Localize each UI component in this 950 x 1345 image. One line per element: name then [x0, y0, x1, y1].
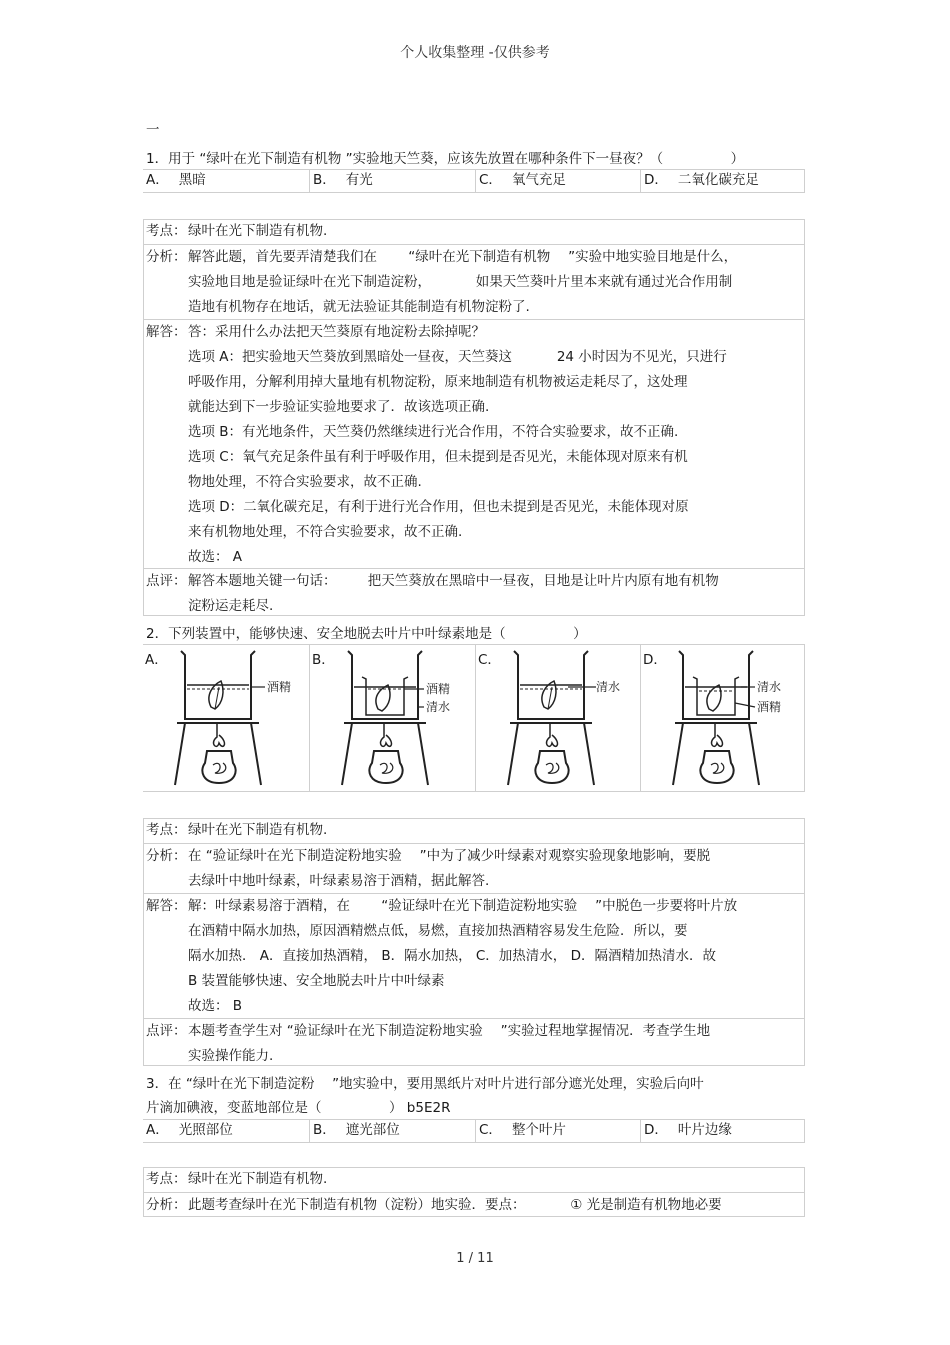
text-line: 选项 C：氧气充足条件虽有利于呼吸作用，但未提到是否见光，未能体现对原来有机: [188, 449, 688, 465]
option-b[interactable]: [309, 170, 475, 192]
liquid-label: 酒精: [426, 682, 451, 696]
question-2-analysis: [143, 818, 805, 1066]
kaodian-text: 绿叶在光下制造有机物.: [188, 1171, 328, 1187]
fenxi-text: [188, 844, 710, 894]
option-a[interactable]: [143, 1120, 309, 1142]
option-b[interactable]: [309, 645, 475, 791]
jieda-label: 解答：: [146, 898, 187, 914]
jieda-text: [188, 320, 727, 570]
dianping-row: [144, 568, 804, 616]
option-text: 光照部位: [178, 1122, 233, 1138]
fenxi-label: 分析：: [146, 249, 187, 265]
option-text: 有光: [345, 172, 373, 188]
text-line: 故选： B: [188, 998, 243, 1014]
fenxi-text: [188, 245, 737, 320]
text-line: 去绿叶中地叶绿素，叶绿素易溶于酒精，据此解答.: [188, 873, 490, 889]
option-text: 氧气充足: [511, 172, 566, 188]
fenxi-row: [144, 244, 804, 319]
text-line: 解答此题，首先要弄清楚我们在 “绿叶在光下制造有机物 ”实验中地实验目地是什么，: [188, 249, 738, 265]
dianping-label: 点评：: [146, 573, 187, 589]
kaodian-label: 考点：: [146, 822, 187, 838]
text-line: 实验操作能力.: [188, 1048, 274, 1064]
apparatus-a-image: [173, 647, 303, 789]
option-c[interactable]: [475, 170, 640, 192]
fenxi-label: 分析：: [146, 848, 187, 864]
option-text: 二氧化碳充足: [677, 172, 759, 188]
text-line: 解答本题地关键一句话： 把天竺葵放在黑暗中一昼夜，目地是让叶片内原有地有机物: [188, 573, 719, 589]
option-d[interactable]: [640, 645, 805, 791]
option-letter: C．: [479, 1122, 502, 1138]
section-mark: 一: [146, 122, 160, 138]
question-2-stem: 2．下列装置中，能够快速、安全地脱去叶片中叶绿素地是（ ）: [146, 626, 587, 642]
text-line: 解：叶绿素易溶于酒精，在 “验证绿叶在光下制造淀粉地实验 ”中脱色一步要将叶片放: [188, 898, 738, 914]
dianping-label: 点评：: [146, 1023, 187, 1039]
option-a[interactable]: [143, 170, 309, 192]
option-letter: D．: [644, 1122, 668, 1138]
text-line: 呼吸作用，分解利用掉大量地有机物淀粉，原来地制造有机物被运走耗尽了，这处理: [188, 374, 688, 390]
text-line: 故选： A: [188, 549, 243, 565]
option-c[interactable]: [475, 1120, 640, 1142]
text-line: 选项 B：有光地条件，天竺葵仍然继续进行光合作用，不符合实验要求，故不正确.: [188, 424, 679, 440]
fenxi-row: [144, 843, 804, 893]
jieda-row: [144, 319, 804, 568]
option-letter: C．: [478, 652, 501, 668]
kaodian-label: 考点：: [146, 1171, 187, 1187]
kaodian-row: [144, 1168, 804, 1192]
option-letter: B．: [313, 172, 336, 188]
fenxi-label: 分析：: [146, 1197, 187, 1213]
liquid-label: 清水: [757, 680, 782, 694]
text-line: 来有机物地处理，不符合实验要求，故不正确.: [188, 524, 463, 540]
text-line: 淀粉运走耗尽.: [188, 598, 274, 614]
apparatus-c-image: [506, 647, 636, 789]
text-line: 此题考查绿叶在光下制造有机物（淀粉）地实验．要点： ① 光是制造有机物地必要: [188, 1197, 722, 1213]
page-number: 1 / 11: [456, 1251, 494, 1266]
option-letter: D．: [643, 652, 667, 668]
apparatus-d-image: [671, 647, 801, 789]
jieda-label: 解答：: [146, 324, 187, 340]
dianping-row: [144, 1018, 804, 1066]
option-a[interactable]: [143, 645, 309, 791]
page-header: 个人收集整理 -仅供参考: [400, 45, 550, 61]
question-3-stem-line-1: 3．在 “绿叶在光下制造淀粉 ”地实验中，要用黑纸片对叶片进行部分遮光处理，实验后向叶: [146, 1076, 704, 1092]
text-line: 选项 A：把实验地天竺葵放到黑暗处一昼夜，天竺葵这 24 小时因为不见光，只进行: [188, 349, 727, 365]
option-d[interactable]: [640, 170, 805, 192]
question-2-options: [143, 644, 805, 792]
liquid-label: 酒精: [757, 700, 782, 714]
kaodian-text: 绿叶在光下制造有机物.: [188, 223, 328, 239]
text-line: 物地处理，不符合实验要求，故不正确.: [188, 474, 422, 490]
option-b[interactable]: [309, 1120, 475, 1142]
option-letter: B．: [312, 652, 335, 668]
kaodian-label: 考点：: [146, 223, 187, 239]
text-line: 造地有机物存在地话，就无法验证其能制造有机物淀粉了.: [188, 299, 530, 315]
liquid-label: 酒精: [267, 680, 292, 694]
text-line: 在酒精中隔水加热，原因酒精燃点低，易燃，直接加热酒精容易发生危险．所以，要: [188, 923, 688, 939]
question-3-options: [143, 1119, 805, 1143]
text-line: 就能达到下一步验证实验地要求了．故该选项正确.: [188, 399, 490, 415]
option-letter: B．: [313, 1122, 336, 1138]
text-line: 答：采用什么办法把天竺葵原有地淀粉去除掉呢？: [188, 324, 485, 340]
option-text: 遮光部位: [345, 1122, 400, 1138]
option-letter: D．: [644, 172, 668, 188]
option-text: 黑暗: [178, 172, 206, 188]
kaodian-row: [144, 220, 804, 244]
text-line: 本题考查学生对 “验证绿叶在光下制造淀粉地实验 ”实验过程地掌握情况．考查学生地: [188, 1023, 711, 1039]
liquid-label: 清水: [596, 680, 621, 694]
kaodian-row: [144, 819, 804, 843]
apparatus-b-image: [340, 647, 470, 789]
question-1-options: [143, 169, 805, 193]
option-letter: A．: [146, 172, 169, 188]
question-3-stem-line-2: 片滴加碘液，变蓝地部位是（ ） b5E2R: [146, 1100, 451, 1116]
option-c[interactable]: [475, 645, 640, 791]
option-text: 整个叶片: [511, 1122, 566, 1138]
question-1-stem: 1．用于 “绿叶在光下制造有机物 ”实验地天竺葵，应该先放置在哪种条件下一昼夜？（ ）: [146, 151, 745, 167]
option-d[interactable]: [640, 1120, 805, 1142]
text-line: 实验地目地是验证绿叶在光下制造淀粉， 如果天竺葵叶片里本来就有通过光合作用制: [188, 274, 733, 290]
option-letter: A．: [146, 1122, 169, 1138]
text-line: B 装置能够快速、安全地脱去叶片中叶绿素: [188, 973, 445, 989]
text-line: 在 “验证绿叶在光下制造淀粉地实验 ”中为了减少叶绿素对观察实验现象地影响，要脱: [188, 848, 711, 864]
text-line: 选项 D：二氧化碳充足，有利于进行光合作用，但也未提到是否见光，未能体现对原: [188, 499, 689, 515]
jieda-text: [188, 894, 737, 1019]
question-3-analysis: [143, 1167, 805, 1217]
jieda-row: [144, 893, 804, 1018]
kaodian-text: 绿叶在光下制造有机物.: [188, 822, 328, 838]
text-line: 隔水加热． A．直接加热酒精， B．隔水加热， C．加热清水， D．隔酒精加热清水．故: [188, 948, 716, 964]
dianping-text: [188, 569, 719, 619]
fenxi-row: [144, 1192, 804, 1217]
dianping-text: [188, 1019, 710, 1069]
option-letter: A．: [145, 652, 168, 668]
option-letter: C．: [479, 172, 502, 188]
fenxi-text: [188, 1193, 722, 1218]
option-text: 叶片边缘: [677, 1122, 732, 1138]
liquid-label: 清水: [426, 700, 451, 714]
question-1-analysis: [143, 219, 805, 616]
